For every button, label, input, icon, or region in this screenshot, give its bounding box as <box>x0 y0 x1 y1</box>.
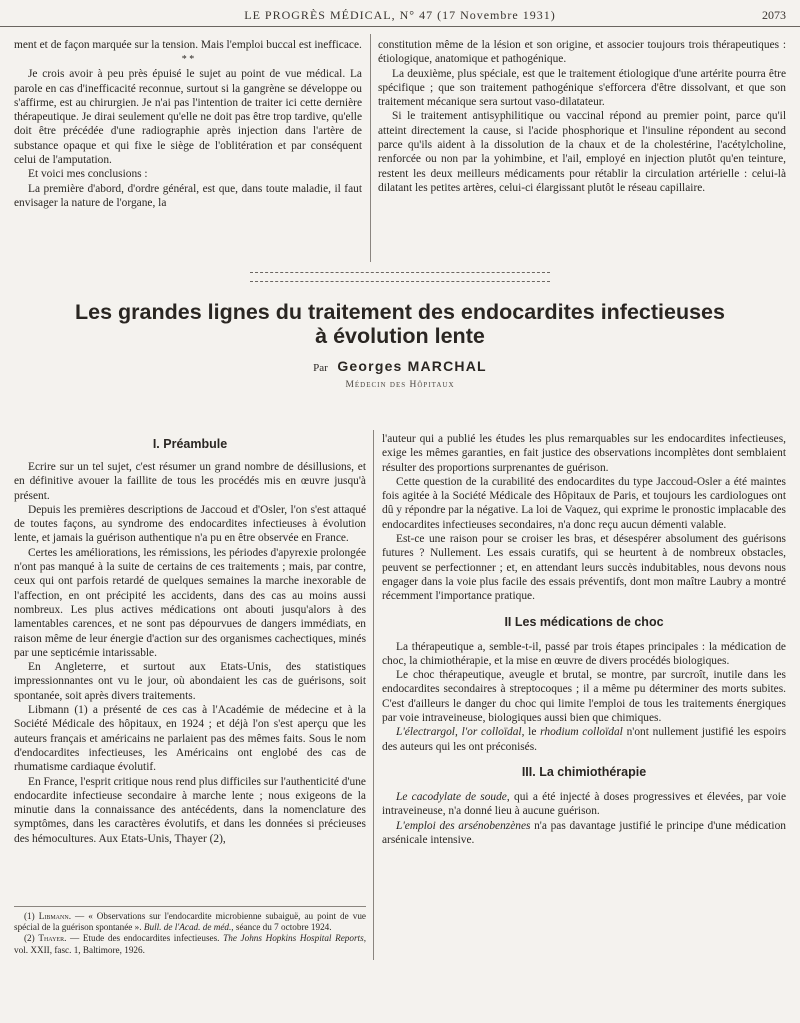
cited-source: The Johns Hopkins Hospital Reports <box>223 933 364 944</box>
text: , qui a été injecté à doses progressives et élevées, par voie intraveineuse, n'a donné lieu à aucune guérison. <box>382 790 787 818</box>
paragraph <box>382 790 786 819</box>
text: , séance du 7 octobre 1924. <box>231 922 332 933</box>
drug-name: L'électrargol <box>396 726 455 739</box>
text: n'a pas davantage justifié le principe d'une médication arsénicale intensive. <box>382 819 786 846</box>
section-heading-medications-de-choc: II Les médications de choc <box>504 614 664 629</box>
paragraph <box>382 819 786 848</box>
paragraph: La thérapeutique a, semble-t-il, passé par trois étapes principales : la médication de choc, la chimiothérapie, et la mise en œuvre de divers procédés biologiques. <box>382 640 786 667</box>
byline <box>0 358 800 376</box>
article-right-column <box>382 432 786 847</box>
paragraph: La deuxième, plus spéciale, est que le traitement étiologique d'une artérite pourra être spécifique ; que son traitement pathogénique s'efforcera d'être dissolvant, et que son traitement mécanique sera surtout vaso-dilatateur. <box>378 67 786 109</box>
drug-name: rhodium colloïdal <box>540 726 623 739</box>
text: , le <box>521 726 541 739</box>
paragraph: En France, l'esprit critique nous rend plus difficiles sur l'authenticité d'une endocardite infectieuse secondaire à marche lente ; nous exigeons de la minutie dans la connaissance des antécédents, dans la nomenclature des symptômes, dans les caractères évolutifs, et dans les données si précieuses des hémocultures. Aux Etats-Unis, Thayer (2), <box>14 775 366 845</box>
section-heading-chimiotherapie: III. La chimiothérapie <box>521 764 647 779</box>
drug-name: Le cacodylate de soude <box>396 790 507 803</box>
byline-prefix: Par <box>313 362 328 374</box>
paragraph: l'auteur qui a publié les études les plus remarquables sur les endocardites infectieuses, exige les mêmes garanties, en fait justice des observations incomplètes dont semblaient résulter des proportions surprenantes de guérison. <box>382 433 786 474</box>
previous-article-left-column <box>14 38 362 210</box>
article-title-line-2: à évolution lente <box>315 324 485 348</box>
cited-author: Thayer <box>38 933 65 944</box>
column-divider <box>370 34 371 262</box>
footnote-marker: (1) <box>24 911 39 921</box>
footnote-1 <box>14 911 366 933</box>
paragraph: Libmann (1) a présenté de ces cas à l'Académie de médecine et à la Société Médicale des hôpitaux, en 1924 ; et déjà l'on s'est aperçu que les auteurs français et américains ne parlaient pas des mêmes faits. Sous le nom d'endocardites infectieuses, les Américains ont englobé des cas de rhumatisme cardiaque évolutif. <box>14 704 366 774</box>
paragraph: ment et de façon marquée sur la tension. Mais l'emploi buccal est inefficace. <box>14 39 362 51</box>
paragraph: Je crois avoir à peu près épuisé le sujet au point de vue médical. La parole en cas d'inefficacité reconnue, surtout si la gangrène se développe ou s'affirme, est au chirurgien. Je n'ai pas l'intention de traiter ici cette dernière thérapeutique. Je dirai seulement qu'elle ne doit pas être trop tardive, qu'elle doit être précédée d'une radiographie après injection dans l'artère de substance opaque et qui fixe le siège de l'oblitération et par conséquent celui de l'amputation. <box>14 68 362 167</box>
ornamental-divider <box>250 272 550 282</box>
cited-source: Bull. de l'Acad. de méd. <box>143 922 232 933</box>
footnote-marker: (2) <box>24 933 39 944</box>
text: . — Etude des endocardites infectieuses. <box>64 933 224 944</box>
drug-name: l'or colloïdal <box>461 726 522 739</box>
journal-title: LE PROGRÈS MÉDICAL, N° 47 (17 Novembre 1931) <box>244 8 556 22</box>
section-separator: * * <box>181 54 195 66</box>
paragraph: Et voici mes conclusions : <box>28 168 148 181</box>
author-affiliation: Médecin des Hôpitaux <box>345 380 455 390</box>
previous-article-right-column <box>378 38 786 195</box>
drug-name: L'emploi des arsénobenzènes <box>396 819 531 832</box>
paragraph: Le choc thérapeutique, aveugle et brutal, se montre, par surcroît, inutile dans les endocardites secondaires à streptocoques ; il a même pu déterminer des morts subites. C'est d'ailleurs le danger du choc qui limite l'emploi de tous les traitements énergiques par voie intraveineuse, biologiques aussi bien que chimiques. <box>382 669 786 725</box>
paragraph: Certes les améliorations, les rémissions, les périodes d'apyrexie prolongée n'ont pas manqué à la suite de certains de ces traitements ; mais, par contre, ceux qui ont parfois retardé de quelques semaines la marche inexorable de l'affection, en ont précipité les accidents, dans des cas au moins aussi nombreux. Les plus actives médications ont abouti jusqu'alors à des lamentables carences, et ne sont pas dépourvues de dangers immédiats, en raison même de leur énergie d'action sur des organismes cachectiques, minés par une septicémie intarissable. <box>14 546 366 659</box>
article-left-column <box>14 432 366 846</box>
article-title <box>0 300 800 348</box>
paragraph: La première d'abord, d'ordre général, est que, dans toute maladie, il faut envisager la nature de l'organe, la <box>14 182 362 209</box>
paragraph: Si le traitement antisyphilitique ou vaccinal répond au premier point, parce qu'il atteint directement la cause, si l'acide phosphorique et l'insuline répondent au second parce qu'ils aident à la dissolution de la chaux et de la cholestérine, l'acétylcholine, renforcée ou non par la yohimbine, et l'ail, employé en injection plutôt qu'en teinture, restent les deux meilleurs médicaments pour rétablir la circulation artérielle : celui-là dilatant les petites artères, celui-ci élargissant plutôt le réseau capillaire. <box>378 110 786 194</box>
text: n'ont nullement justifié les espoirs des auteurs qui les ont préconisés. <box>382 726 787 753</box>
text: , vol. XXII, fasc. 1, Baltimore, 1926. <box>14 933 366 955</box>
text: . — « Observations sur l'endocardite microbienne subaiguë, au point de vue spécial de la guérison spontanée ». <box>14 911 367 933</box>
section-heading-preambule: I. Préambule <box>152 437 228 451</box>
column-divider <box>373 430 374 960</box>
paragraph: En Angleterre, et surtout aux Etats-Unis, des statistiques impressionnantes ont vu le jour, où abondaient les cas de guérisons, soit spontanée, soit après divers traitements. <box>14 661 366 702</box>
paragraph <box>382 725 786 754</box>
article-title-line-1: Les grandes lignes du traitement des endocardites infectieuses <box>75 300 725 324</box>
footnotes <box>14 906 366 956</box>
paragraph: Ecrire sur un tel sujet, c'est résumer un grand nombre de désillusions, et en définitive avouer la faillite de tous les procédés mis en œuvre jusqu'à présent. <box>14 461 366 502</box>
paragraph: Est-ce une raison pour se croiser les bras, et désespérer absolument des guérisons futures ? Nullement. Les essais curatifs, qui se heurtent à de nombreux obstacles, peuvent se perfectionner ; et, en attendant leurs succès indubitables, nous devons nous engager dans la voie plus facile des essais préventifs, dont mon maître Laubry a montré récemment l'importance pratique. <box>382 533 786 603</box>
running-header <box>0 6 800 27</box>
paragraph: Cette question de la curabilité des endocardites du type Jaccoud-Osler a été maintes fois agitée à la Société Médicale des Hôpitaux de Paris, et toujours les cardiologues ont dû y répondre par la négative. La loi de Vaquez, qui exprime le pronostic implacable des endocardites infectieuses secondaires, n'a donc reçu aucun démenti valable. <box>382 475 786 531</box>
paragraph: constitution même de la lésion et son origine, et associer toujours trois thérapeutiques : étiologique, anatomique et pathogénique. <box>378 39 786 66</box>
footnote-2 <box>14 933 366 955</box>
paragraph: Depuis les premières descriptions de Jaccoud et d'Osler, l'on s'est attaqué de toutes façons, au syndrome des endocardites infectieuses à évolution lente, et jamais la guérison authentique n'a pu en être observée en France. <box>14 503 366 545</box>
text: , <box>454 726 462 739</box>
cited-author: Libmann <box>38 911 69 921</box>
page-number: 2073 <box>762 8 786 22</box>
author-name: Georges MARCHAL <box>337 358 487 374</box>
